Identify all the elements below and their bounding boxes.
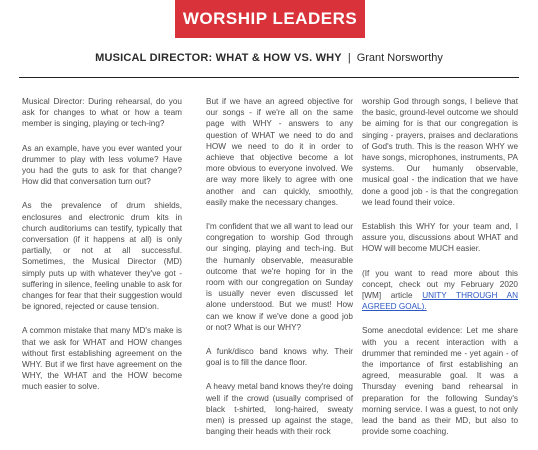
paragraph: But if we have an agreed objective for our songs - if we're all on the same page with WHY - answers to any question of WHAT we need to do and HOW we need to do it in order to achieve that objective become a lot more obvious to everyone involved. We are way more likely to agree with one another and can quickly, smoothly, easily make the necessary changes. <box>206 97 353 207</box>
text-column-3 <box>362 96 518 450</box>
text-column-2 <box>206 96 353 450</box>
paragraph: A common mistake that many MD's make is that we ask for WHAT and HOW changes without first establishing agreement on the WHY. But if we first have agreement on the WHY, the WHAT and the HOW become much easier to solve. <box>22 326 182 392</box>
article-link[interactable]: UNITY THROUGH AN AGREED GOAL). <box>362 291 518 312</box>
article-title: MUSICAL DIRECTOR: WHAT & HOW VS. WHY <box>95 52 342 64</box>
paragraph: Some anecdotal evidence: Let me share with you a recent interaction with a drummer that reminded me - yet again - of the importance of first establishing an agreed, measurable goal. It was a Thursday evening band rehearsal in preparation for the following Sunday's morning service. I was a guest, to not only lead the band as their MD, but also to provide some coaching. <box>362 326 518 437</box>
paragraph: Establish this WHY for your team and, I assure you, discussions about WHAT and HOW will become MUCH easier. <box>362 222 518 254</box>
link-intro: (If you want to read more about this concept, check out my February 2020 [WM] article <box>362 268 518 301</box>
title-separator: | <box>347 52 351 64</box>
section-banner <box>175 0 365 38</box>
banner-label: WORSHIP LEADERS <box>182 9 358 28</box>
paragraph: Musical Director: During rehearsal, do you ask for changes to what or how a team member is singing, playing or tech-ing? <box>22 97 182 129</box>
article-header <box>0 52 538 64</box>
header-divider <box>19 77 519 78</box>
paragraph: A funk/disco band knows why. Their goal is to fill the dance floor. <box>206 347 353 368</box>
article-author: Grant Norsworthy <box>356 52 443 64</box>
text-column-1 <box>22 96 182 406</box>
paragraph: As the prevalence of drum shields, enclosures and electronic drum kits in church auditoriums can testify, typically that conversation (if it happens at all) is only partially, or not at all successful. Sometimes, the Musical Director (MD) simply puts up with whatever they've got - suffering in silence, feeling unable to ask for changes for fear that their suggestion would be ignored, rejected or cause tension. <box>22 201 182 312</box>
paragraph: As an example, have you ever wanted your drummer to play with less volume? Have you had the guts to ask for that change? How did that conversation turn out? <box>22 143 182 187</box>
paragraph-with-link <box>362 268 518 313</box>
paragraph: worship God through songs, I believe that the basic, ground-level outcome we should be aiming for is that our congregation is singing - prayers, praises and declarations of God's truth. This is the reason WHY we have songs, microphones, instruments, PA systems. Our humanly observable, musical goal - the indication that we have done a good job - is that the congregation we lead found their voice. <box>362 97 518 207</box>
paragraph: I'm confident that we all want to lead our congregation to worship God through our singing, playing and tech-ing. But the humanly observable, measurable outcome that we're hoping for in the room with our congregation on Sunday is usually never even discussed let alone understood. But we must! How can we know if we've done a good job or not? What is our WHY? <box>206 222 353 332</box>
paragraph: A heavy metal band knows they're doing well if the crowd (usually comprised of black t-shirted, long-haired, sweaty men) is pressed up against the stage, banging their heads with their rock <box>206 382 353 437</box>
